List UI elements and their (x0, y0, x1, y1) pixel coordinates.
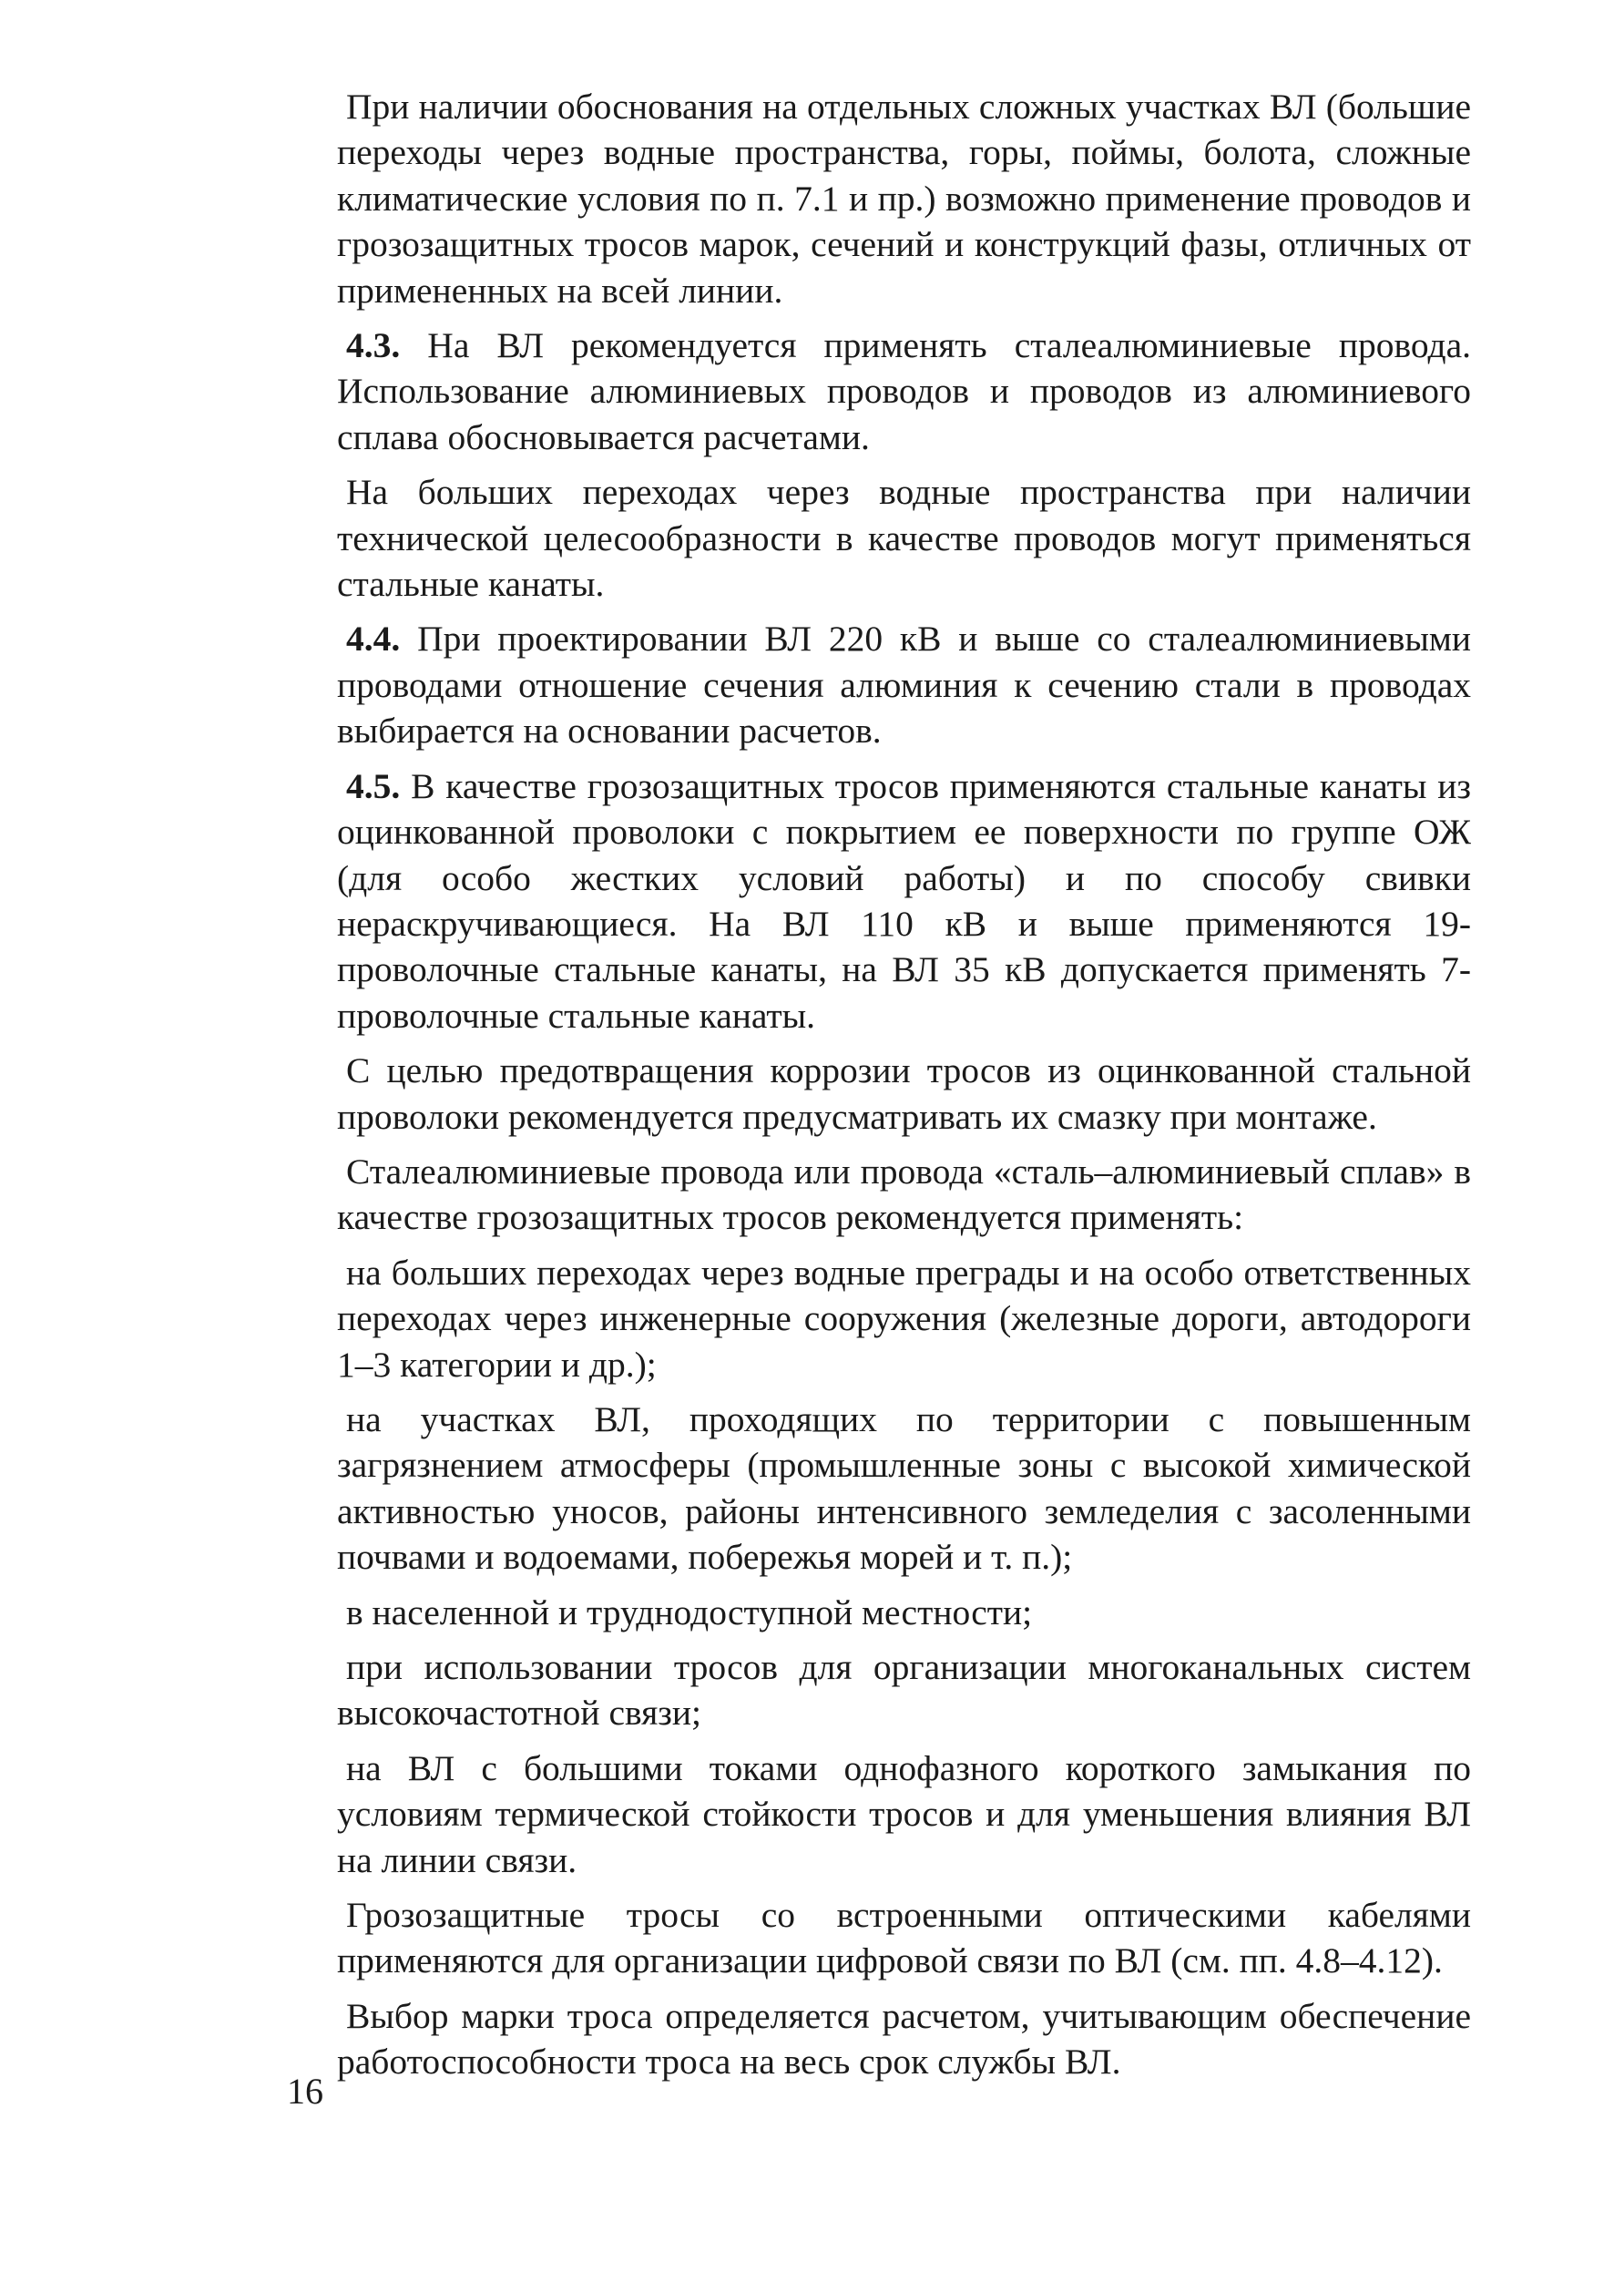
paragraph-text: Грозозащитные тросы со встроенными оптическими кабелями применяются для организации цифровой связи по ВЛ (см. пп. 4.8–4.12). (337, 1895, 1471, 1981)
section-number: 4.4. (346, 619, 401, 660)
paragraph-text: Сталеалюминиевые провода или провода «сталь–алюминиевый сплав» в качестве грозозащитных тросов рекомендуется применять: (337, 1151, 1471, 1238)
paragraph-text: На больших переходах через водные пространства при наличии технической целесообразности в качестве проводов могут применяться стальные канаты. (337, 472, 1471, 605)
paragraph-corrosion-protection (337, 1048, 1471, 1140)
paragraph-text: в населенной и труднодоступной местности; (346, 1591, 1033, 1632)
page-number: 16 (287, 2071, 323, 2112)
paragraph-text: При наличии обоснования на отдельных сложных участках ВЛ (большие переходы через водные пространства, горы, поймы, болота, сложные климатические условия по п. 7.1 и пр.) возможно применение проводов и грозозащитных тросов марок, сечений и конструкций фазы, отличных от примененных на всей линии. (337, 87, 1471, 311)
section-number: 4.3. (346, 325, 401, 366)
list-item-polluted-areas (337, 1397, 1471, 1581)
paragraph-steel-aluminium-wires (337, 1149, 1471, 1241)
list-item-hf-communication (337, 1644, 1471, 1736)
paragraph-text: В качестве грозозащитных тросов применяются стальные канаты из оцинкованной проволоки с покрытием ее поверхности по группе ОЖ (для особо жестких условий работы) и по способу свивки нераскручивающиеся. На ВЛ 110 кВ и выше применяются 19-проволочные стальные канаты, на ВЛ 35 кВ допускается применять 7-проволочные стальные канаты. (337, 765, 1471, 1036)
paragraph-section-4-4 (337, 616, 1471, 753)
list-item-large-crossings (337, 1250, 1471, 1387)
paragraph-text: С целью предотвращения коррозии тросов из оцинкованной стальной проволоки рекомендуется предусматривать их смазку при монтаже. (337, 1050, 1471, 1137)
paragraph-text: на ВЛ с большими токами однофазного короткого замыкания по условиям термической стойкости тросов и для уменьшения влияния ВЛ на линии связи. (337, 1747, 1471, 1880)
paragraph-overhead-line-exceptions (337, 84, 1471, 313)
paragraph-optical-cables (337, 1892, 1471, 1984)
paragraph-text: При проектировании ВЛ 220 кВ и выше со сталеалюминиевыми проводами отношение сечения алюминия к сечению стали в проводах выбирается на основании расчетов. (337, 619, 1472, 752)
paragraph-rope-selection (337, 1993, 1471, 2085)
paragraph-section-4-3 (337, 322, 1471, 460)
paragraph-text: на больших переходах через водные преграды и на особо ответственных переходах через инженерные сооружения (железные дороги, автодороги 1–3 категории и др.); (337, 1252, 1471, 1385)
paragraph-steel-ropes-crossings (337, 469, 1471, 607)
list-item-short-circuit-currents (337, 1745, 1471, 1883)
paragraph-text: на участках ВЛ, проходящих по территории с повышенным загрязнением атмосферы (промышленные зоны с высокой химической активностью уносов, районы интенсивного земледелия с засоленными почвами и водоемами, побережья морей и т. п.); (337, 1398, 1471, 1578)
paragraph-section-4-5 (337, 763, 1471, 1039)
paragraph-text: Выбор марки троса определяется расчетом, учитывающим обеспечение работоспособности троса на весь срок службы ВЛ. (337, 1995, 1471, 2083)
list-item-populated-areas (337, 1590, 1471, 1635)
body-text (337, 84, 1471, 2094)
section-number: 4.5. (346, 765, 401, 806)
paragraph-text: при использовании тросов для организации многоканальных систем высокочастотной связи; (337, 1647, 1471, 1734)
paragraph-text: На ВЛ рекомендуется применять сталеалюминиевые провода. Использование алюминиевых проводов и проводов из алюминиевого сплава обосновывается расчетами. (337, 325, 1472, 457)
